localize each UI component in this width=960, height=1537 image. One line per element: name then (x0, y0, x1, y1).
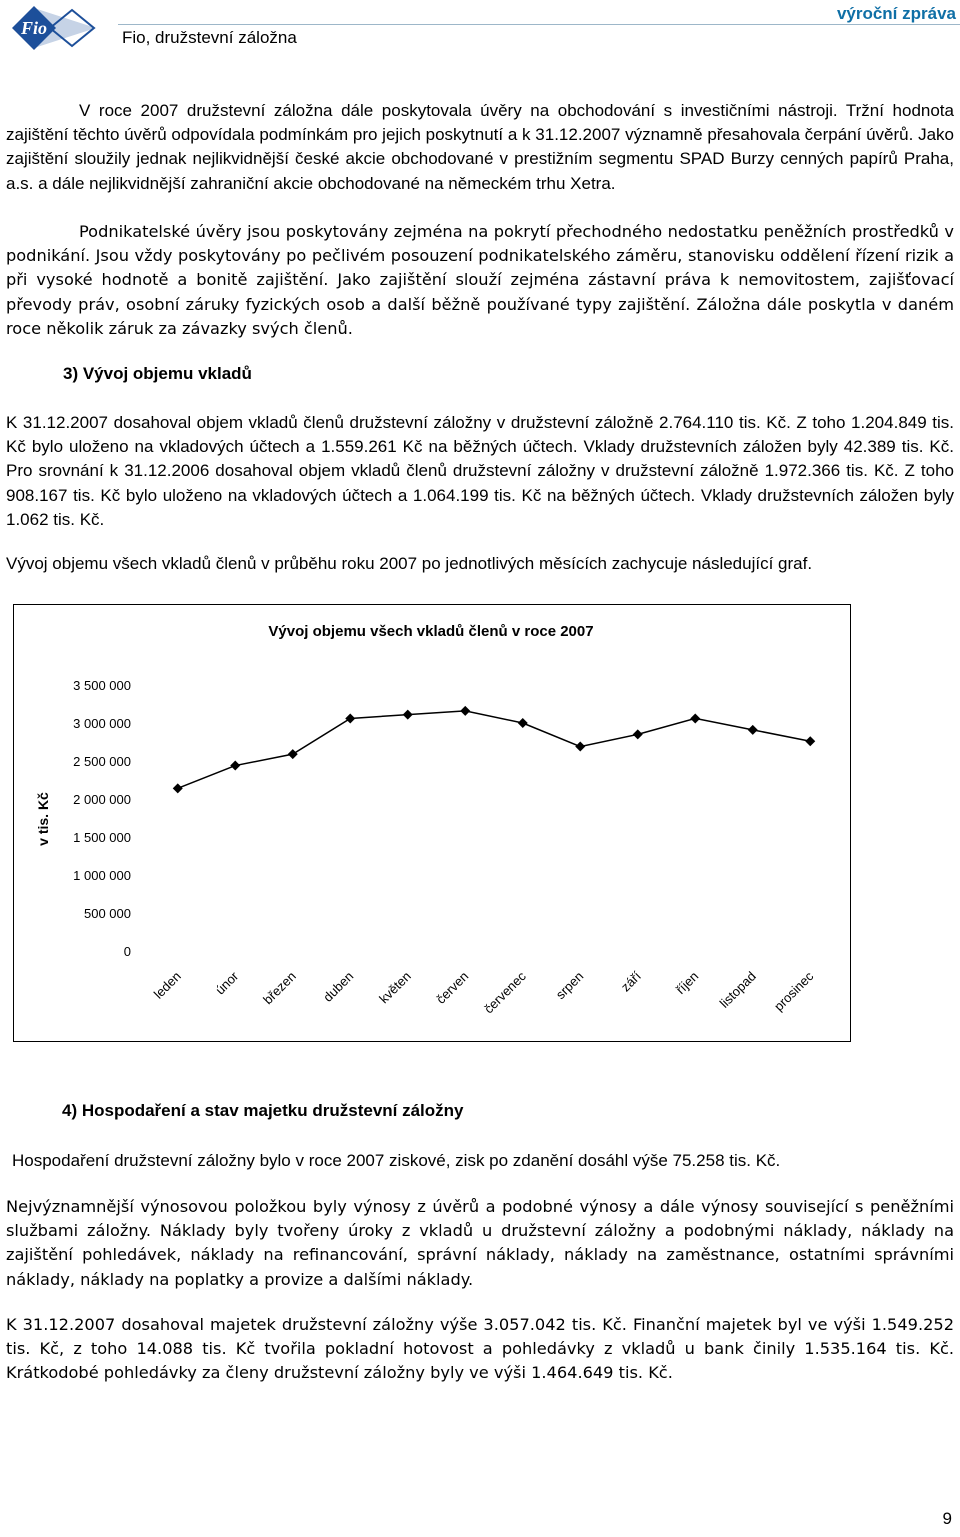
paragraph-chart-intro: Vývoj objemu všech vkladů členů v průběhu roku 2007 po jednotlivých měsících zachycuje následující graf. (6, 554, 813, 573)
section-heading-3: 3) Vývoj objemu vkladů (63, 364, 252, 383)
paragraph-deposits: K 31.12.2007 dosahoval objem vkladů členů družstevní záložny v družstevní záložně 2.764.110 tis. Kč. Z toho 1.204.849 tis. Kč bylo uloženo na vkladových účtech a 1.559.261 Kč na běžných účtech. Vklady družstevních záložen byly 42.389 tis. Kč. Pro srovnání k 31.12.2006 dosahoval objem vkladů členů družstevní záložny v družstevní záložně 1.972.366 tis. Kč. Z toho 908.167 tis. Kč bylo uloženo na vkladových účtech a 1.064.199 tis. Kč na běžných účtech. Vklady družstevních záložen byly 1.062 tis. Kč. (6, 413, 954, 529)
chart-y-axis-label: v tis. Kč (35, 792, 51, 846)
data-point-marker (173, 783, 183, 793)
y-tick-label: 2 000 000 (73, 792, 131, 807)
x-tick-label: květen (376, 968, 414, 1007)
x-tick-label: únor (212, 968, 242, 998)
paragraph-assets: K 31.12.2007 dosahoval majetek družstevní záložny výše 3.057.042 tis. Kč. Finanční majetek byl ve výši 1.549.252 tis. Kč, z toho 14.088 tis. Kč tvořila pokladní hotovost a pohledávky z vkladů u bank činily 1.535.164 tis. Kč. Krátkodobé pohledávky za členy družstevní záložny byly ve výši 1.464.649 tis. Kč. (6, 1315, 954, 1383)
x-tick-label: září (617, 968, 644, 995)
fio-logo (4, 4, 100, 52)
x-tick-label: březen (260, 968, 299, 1008)
y-tick-label: 3 500 000 (73, 678, 131, 693)
page-number: 9 (942, 1509, 952, 1528)
data-point-marker (345, 713, 355, 723)
x-tick-label: červenec (480, 968, 529, 1017)
x-tick-label: říjen (672, 968, 702, 998)
data-point-marker (575, 742, 585, 752)
data-point-marker (748, 725, 758, 735)
x-tick-label: prosinec (771, 968, 817, 1014)
data-point-marker (690, 713, 700, 723)
data-point-marker (518, 718, 528, 728)
deposits-line-chart (14, 605, 852, 1043)
y-tick-label: 0 (123, 944, 131, 959)
x-tick-label: leden (150, 968, 184, 1002)
data-point-marker (633, 729, 643, 739)
paragraph-business-loans: Podnikatelské úvěry jsou poskytovány zejména na pokrytí přechodného nedostatku peněžních prostředků v podnikání. Jsou vždy poskytovány po pečlivém posouzení podnikatelského záměru, stanovisku oddělení řízení rizik a při vysoké hodnotě a bonitě zajištění. Jako zajištění slouží zejména zástavní práva k nemovitostem, zajišťovací převody práv, osobní záruky fyzických osob a další běžně používané typy zajištění. Záložna dále poskytla v daném roce několik záruk za závazky svých členů. (6, 222, 954, 338)
data-point-marker (403, 710, 413, 720)
y-tick-label: 1 000 000 (73, 868, 131, 883)
data-point-marker (230, 761, 240, 771)
y-tick-label: 1 500 000 (73, 830, 131, 845)
series-line (178, 711, 811, 789)
section-heading-4: 4) Hospodaření a stav majetku družstevní záložny (62, 1101, 464, 1120)
x-tick-label: listopad (716, 968, 759, 1011)
chart-frame (13, 604, 851, 1042)
company-name: Fio, družstevní záložna (122, 28, 297, 47)
y-tick-label: 3 000 000 (73, 716, 131, 731)
x-tick-label: duben (320, 968, 357, 1005)
paragraph-investment-loans: V roce 2007 družstevní záložna dále poskytovala úvěry na obchodování s investičními nástroji. Tržní hodnota zajištění těchto úvěrů odpovídala podmínkám pro jejich poskytnutí a k 31.12.2007 významně přesahovala čerpání úvěrů. Jako zajištění sloužily jednak nejlikvidnější české akcie obchodované v prestižním segmentu SPAD Burzy cenných papírů Praha, a.s. a dále nejlikvidnější zahraniční akcie obchodované na německém trhu Xetra. (6, 101, 954, 193)
x-tick-label: červen (433, 968, 472, 1007)
header-divider (118, 24, 960, 25)
page-header (0, 0, 960, 60)
y-tick-label: 500 000 (84, 906, 131, 921)
paragraph-profit: Hospodaření družstevní záložny bylo v roce 2007 ziskové, zisk po zdanění dosáhl výše 75.258 tis. Kč. (12, 1151, 781, 1170)
x-tick-label: srpen (552, 968, 587, 1003)
y-tick-label: 2 500 000 (73, 754, 131, 769)
paragraph-revenues-costs: Nejvýznamnější výnosovou položkou byly výnosy z úvěrů a podobné výnosy a dále výnosy související s peněžními službami záložny. Náklady byly tvořeny úroky z vkladů u družstevní záložny a podobnými náklady, náklady na zajištění pohledávek, náklady na refinancování, správní náklady, náklady na zaměstnance, ostatními správními náklady, náklady na poplatky a provize a dalšími náklady. (6, 1197, 954, 1289)
chart-title: Vývoj objemu všech vkladů členů v roce 2007 (268, 623, 594, 640)
data-point-marker (288, 749, 298, 759)
logo-text: Fio (20, 18, 48, 38)
data-point-marker (460, 706, 470, 716)
document-type: výroční zpráva (836, 4, 956, 23)
data-point-marker (805, 736, 815, 746)
